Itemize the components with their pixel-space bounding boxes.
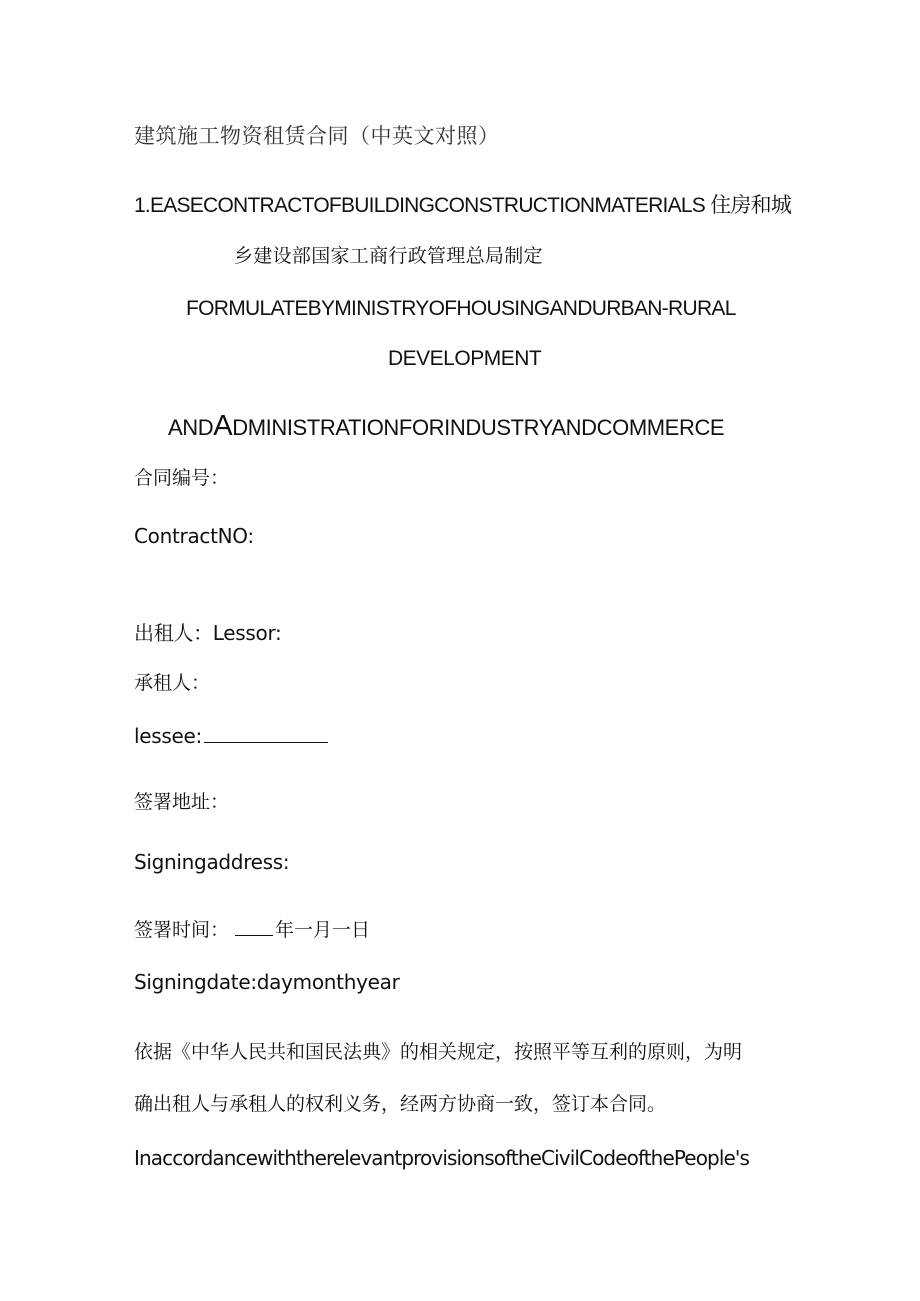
- lessee-field: [134, 724, 328, 748]
- signing-address-label-en: Signingaddress:: [134, 850, 290, 874]
- lessee-label-en: lessee:: [134, 724, 202, 748]
- preamble-cn-line-2: 确出租人与承租人的权利义务，经两方协商一致，签订本合同。: [134, 1093, 667, 1115]
- contract-number-label-cn: 合同编号：: [134, 467, 230, 489]
- heading-line-5-big-letter: A: [213, 410, 233, 442]
- signing-address-label-cn: 签署地址：: [134, 791, 230, 813]
- heading-line-3: FORMULATEBYMINISTRYOFHOUSINGANDURBAN-RURAL: [186, 297, 736, 320]
- lessee-blank-line: [204, 724, 328, 743]
- signing-time-field: [134, 917, 370, 942]
- preamble-en-line-1: InaccordancewiththerelevantprovisionsoftheCivilCodeofthePeople's: [134, 1146, 750, 1170]
- signing-time-date-cn: 年一月一日: [275, 919, 371, 941]
- heading-line-5-prefix: AND: [168, 415, 214, 440]
- heading-line-5: [168, 409, 724, 445]
- heading-line-4: DEVELOPMENT: [388, 347, 542, 370]
- signing-date-label-en: Signingdate:daymonthyear: [134, 970, 400, 994]
- signing-time-label-cn: 签署时间：: [134, 919, 230, 941]
- contract-number-label-en: ContractNO:: [134, 524, 254, 548]
- preamble-cn-line-1: 依据《中华人民共和国民法典》的相关规定，按照平等互利的原则，为明: [134, 1041, 743, 1063]
- heading-line-2: 乡建设部国家工商行政管理总局制定: [234, 245, 543, 267]
- heading-line-5-rest: DMINISTRATIONFORINDUSTRYANDCOMMERCE: [232, 415, 725, 440]
- lessor-label: 出租人：Lessor:: [134, 621, 282, 645]
- heading-line-1: 1.EASECONTRACTOFBUILDINGCONSTRUCTIONMATERIALS 住房和城: [134, 194, 792, 217]
- lessee-label-cn: 承租人：: [134, 672, 211, 694]
- document-title: 建筑施工物资租赁合同（中英文对照）: [134, 124, 500, 148]
- signing-year-blank-line: [235, 917, 273, 936]
